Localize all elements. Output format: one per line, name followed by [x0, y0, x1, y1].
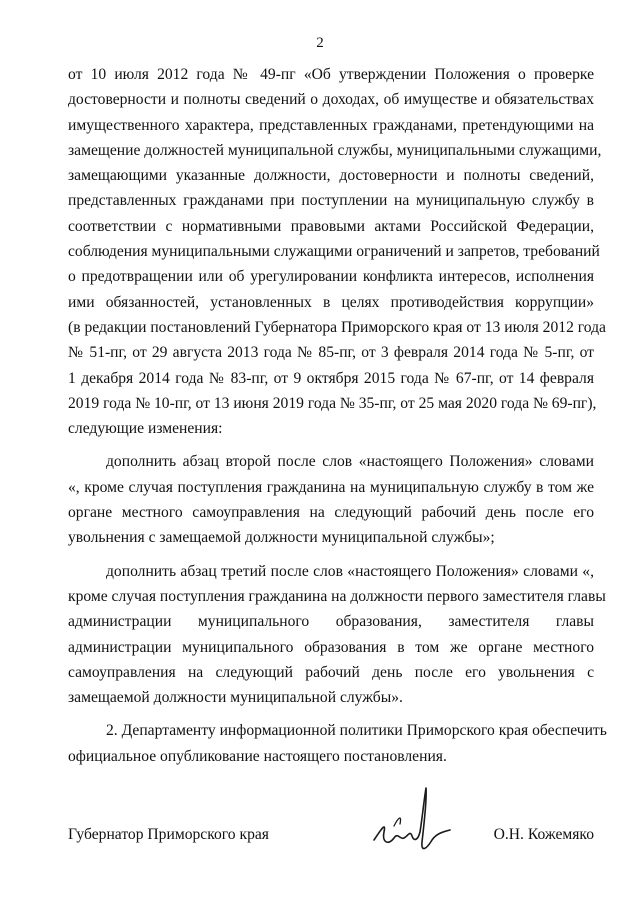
- paragraph: [68, 718, 607, 769]
- text-line: администрации муниципального образования, заместителя главы: [68, 613, 594, 631]
- signature-block: [68, 820, 594, 880]
- paragraph: [68, 559, 606, 711]
- text-line: соблюдения муниципальными служащими ограничений и запретов, требований: [68, 243, 600, 261]
- text-line: «, кроме случая поступления гражданина на муниципальную службу в том же: [68, 478, 594, 496]
- text-line: имущественного характера, представленных гражданами, претендующими на: [68, 116, 594, 134]
- text-line: кроме случая поступления гражданина на должности первого заместителя главы: [68, 587, 606, 605]
- text-line: соответствии с нормативными правовыми актами Российской Федерации,: [68, 217, 594, 235]
- signatory-position: Губернатор Приморского края: [68, 826, 269, 843]
- document-body: [68, 62, 607, 769]
- page-number: 2: [316, 35, 324, 51]
- text-line: дополнить абзац второй после слов «настоящего Положения» словами: [106, 453, 594, 471]
- text-line: ими обязанностей, установленных в целях противодействия коррупции»: [68, 293, 594, 311]
- text-line: следующие изменения:: [68, 420, 223, 438]
- paragraph: [68, 62, 606, 441]
- text-line: о предотвращении или об урегулировании конфликта интересов, исполнения: [68, 268, 594, 286]
- paragraph-gap: [68, 710, 594, 718]
- text-line: (в редакции постановлений Губернатора Приморского края от 13 июля 2012 года: [68, 318, 606, 336]
- paragraph: [68, 449, 594, 550]
- text-line: замещающими указанные должности, достоверности и полноты сведений,: [68, 167, 594, 185]
- text-line: замещение должностей муниципальной службы, муниципальными служащими,: [68, 141, 602, 159]
- text-line: 2019 года № 10-пг, от 13 июня 2019 года № 35-пг, от 25 мая 2020 года № 69-пг),: [68, 394, 597, 412]
- text-line: достоверности и полноты сведений о доходах, об имуществе и обязательствах: [68, 91, 594, 109]
- paragraph-gap: [68, 551, 594, 559]
- text-line: № 51-пг, от 29 августа 2013 года № 85-пг, от 3 февраля 2014 года № 5-пг, от: [68, 344, 594, 362]
- text-line: администрации муниципального образования в том же органе местного: [68, 638, 594, 656]
- paragraph-gap: [68, 441, 594, 449]
- text-line: 2. Департаменту информационной политики Приморского края обеспечить: [106, 722, 607, 740]
- signatory-name: О.Н. Кожемяко: [493, 826, 594, 843]
- text-line: от 10 июля 2012 года № 49-пг «Об утверждении Положения о проверке: [68, 66, 594, 83]
- text-line: дополнить абзац третий после слов «настоящего Положения» словами «,: [106, 562, 594, 580]
- text-line: самоуправления на следующий рабочий день после его увольнения с: [68, 663, 594, 681]
- text-line: увольнения с замещаемой должности муниципальной службы»;: [68, 529, 495, 547]
- text-line: органе местного самоуправления на следующий рабочий день после его: [68, 504, 594, 522]
- text-line: представленных гражданами при поступлении на муниципальную службу в: [68, 192, 594, 210]
- text-line: замещаемой должности муниципальной службы».: [68, 689, 403, 707]
- handwritten-signature: [364, 780, 454, 870]
- text-line: 1 декабря 2014 года № 83-пг, от 9 октября 2015 года № 67-пг, от 14 февраля: [68, 369, 594, 387]
- text-line: официальное опубликование настоящего постановления.: [68, 747, 447, 765]
